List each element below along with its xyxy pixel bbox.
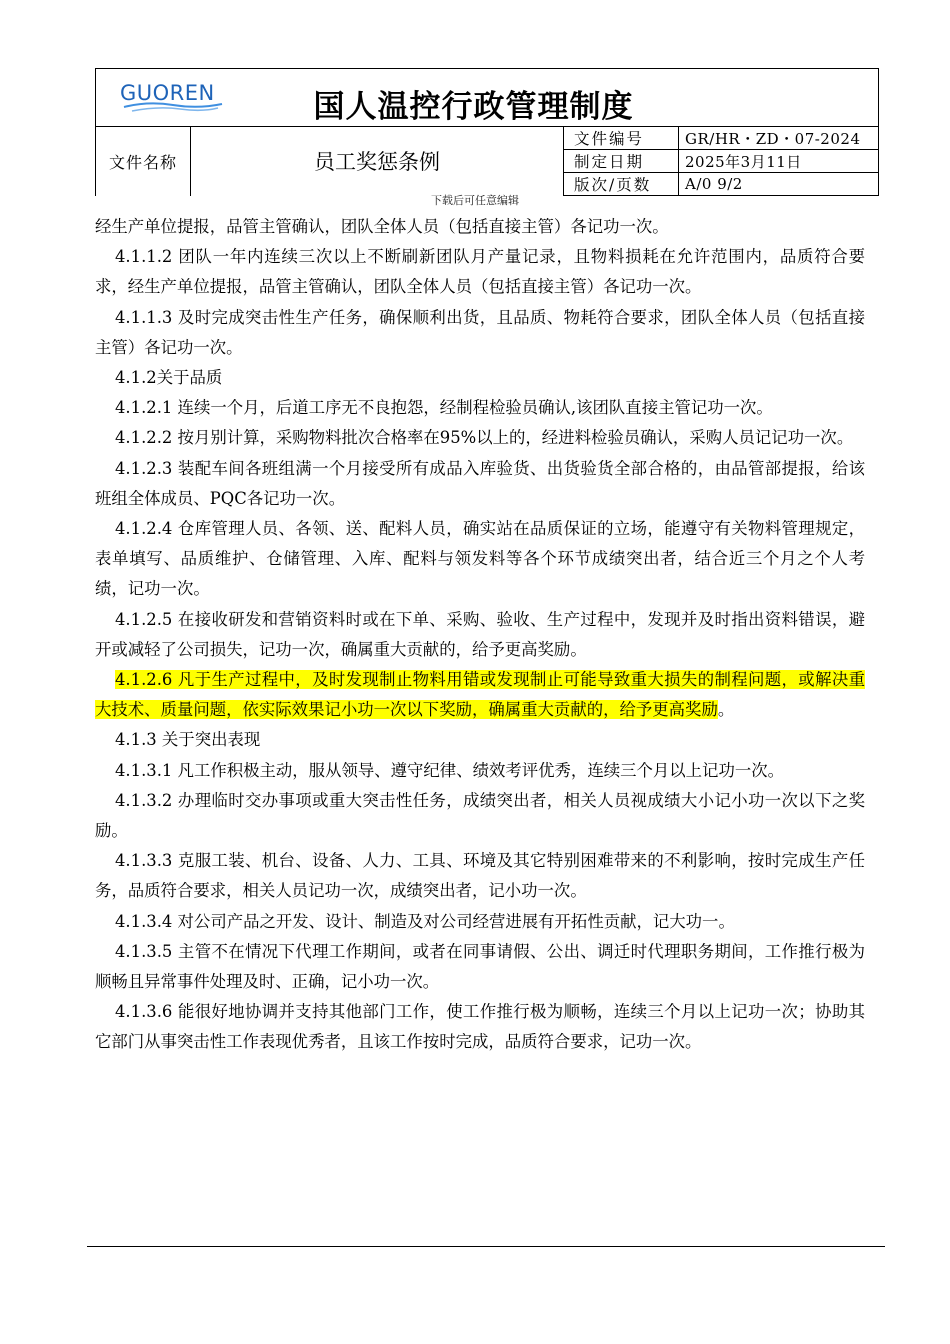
body-paragraph: 4.1.3.3 克服工装、机台、设备、人力、工具、环境及其它特别困难带来的不利影响，按时完成生产任务，品质符合要求，相关人员记功一次，成绩突出者，记小功一次。 [95,851,865,901]
meta-value-doc-number: GR/HR・ZD・07-2024 [679,127,879,150]
main-title: 国人温控行政管理制度 [313,89,634,125]
logo-text: GUOREN [120,81,215,105]
body-paragraph: 4.1.3.2 办理临时交办事项或重大突击性任务，成绩突出者，相关人员视成绩大小记小功一次以下之奖励。 [95,790,865,841]
meta-label-date: 制定日期 [564,150,679,173]
document-header [95,68,879,196]
title-cell [313,69,879,127]
doc-name-label: 文件名称 [96,127,191,196]
meta-label-doc-number: 文件编号 [564,127,679,150]
body-paragraph: 4.1.2关于品质 [115,368,223,388]
body-paragraph: 4.1.2.5 在接收研发和营销资料时或在下单、采购、验收、生产过程中，发现并及时指出资料错误，避开或减轻了公司损失，记功一次，确属重大贡献的，给予更高奖励。 [95,609,865,659]
body-paragraph: 4.1.1.3 及时完成突击性生产任务，确保顺利出货，且品质、物耗符合要求，团队全体人员（包括直接主管）各记功一次。 [95,307,865,357]
highlighted-text: 4.1.2.6 凡于生产过程中，及时发现制止物料用错或发现制止可能导致重大损失的制程问题，或解决重大技术、质量问题，依实际效果记小功一次以下奖励，确属重大贡献的，给予更高奖励 [95,670,865,720]
body-paragraph: 4.1.3.6 能很好地协调并支持其他部门工作，使工作推行极为顺畅，连续三个月以上记功一次；协助其它部门从事突击性工作表现优秀者，且该工作按时完成，品质符合要求，记功一次。 [95,1002,865,1052]
meta-value-date: 2025年3月11日 [679,150,879,173]
body-paragraph [95,665,865,725]
edit-watermark: 下载后可任意编辑 [431,194,519,207]
body-paragraph: 4.1.2.4 仓库管理人员、各领、送、配料人员，确实站在品质保证的立场，能遵守有关物料管理规定，表单填写、品质维护、仓储管理、入库、配料与领发料等各个环节成绩突出者，结合近三个月之个人考绩，记功一次。 [95,519,865,599]
body-paragraph: 4.1.1.2 团队一年内连续三次以上不断刷新团队月产量记录，且物料损耗在允许范围内，品质符合要求，经生产单位提报，品管主管确认，团队全体人员（包括直接主管）各记功一次。 [95,247,865,297]
meta-value-version: A/0 9/2 [679,173,879,196]
doc-name: 员工奖惩条例 [191,127,564,196]
body-paragraph: 4.1.3.4 对公司产品之开发、设计、制造及对公司经营进展有开拓性贡献，记大功一。 [115,911,735,931]
body-paragraph: 4.1.3.1 凡工作积极主动，服从领导、遵守纪律、绩效考评优秀，连续三个月以上记功一次。 [115,760,785,780]
body-paragraph: 4.1.2.1 连续一个月，后道工序无不良抱怨，经制程检验员确认,该团队直接主管记功一次。 [115,398,773,418]
body-paragraph: 经生产单位提报，品管主管确认，团队全体人员（包括直接主管）各记功一次。 [95,217,669,236]
company-logo [118,77,228,121]
body-paragraph: 4.1.3.5 主管不在情况下代理工作期间，或者在同事请假、公出、调迁时代理职务期间，工作推行极为顺畅且异常事件处理及时、正确，记小功一次。 [95,941,865,992]
document-body [95,212,865,1058]
body-paragraph: 4.1.2.2 按月别计算，采购物料批次合格率在95%以上的，经进料检验员确认，采购人员记记功一次。 [115,428,854,448]
footer-divider [87,1246,885,1247]
body-paragraph: 4.1.3 关于突出表现 [115,730,261,750]
meta-label-version: 版次/页数 [564,173,679,196]
body-paragraph: 4.1.2.3 装配车间各班组满一个月接受所有成品入库验货、出货验货全部合格的，由品管部提报，给该班组全体成员、PQC各记功一次。 [95,458,865,508]
paragraph-suffix: 。 [717,700,735,720]
